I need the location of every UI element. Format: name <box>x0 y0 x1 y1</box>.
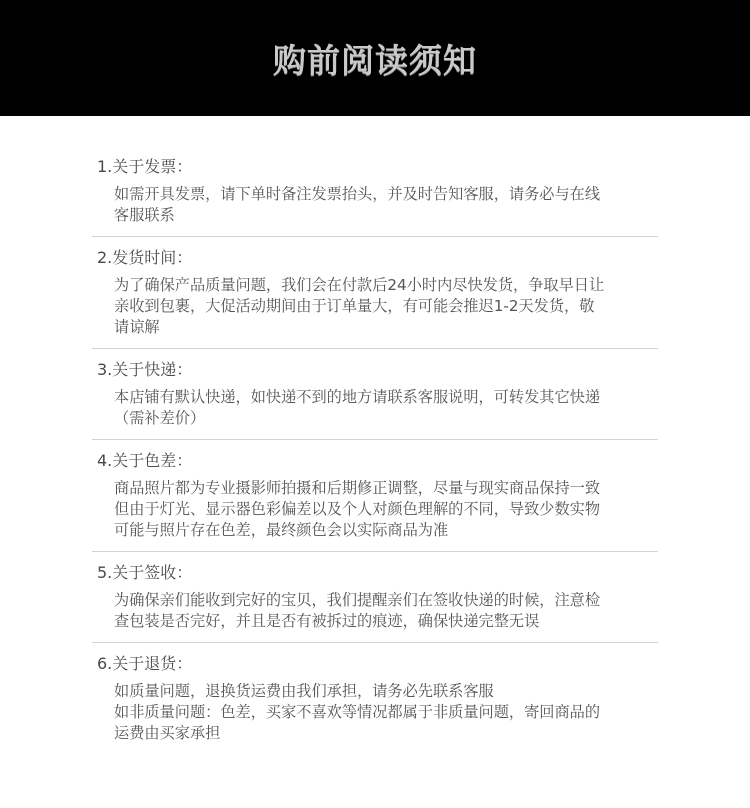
page-title: 购前阅读须知 <box>273 40 477 80</box>
section-body <box>114 681 658 744</box>
section-title: 5.关于签收： <box>97 563 193 582</box>
section-line: 如质量问题，退换货运费由我们承担，请务必先联系客服 <box>114 682 494 700</box>
section-line: 亲收到包裹，大促活动期间由于订单量大，有可能会推迟1-2天发货，敬 <box>114 297 595 315</box>
section-line: 请谅解 <box>114 318 160 336</box>
section-body <box>114 590 658 632</box>
section-line: 商品照片都为专业摄影师拍摄和后期修正调整，尽量与现实商品保持一致 <box>114 479 600 497</box>
section-returns <box>92 653 658 754</box>
section-courier <box>92 359 658 440</box>
section-line: 如需开具发票，请下单时备注发票抬头，并及时告知客服，请务必与在线 <box>114 185 600 203</box>
section-title: 1.关于发票： <box>97 157 193 176</box>
section-line: （需补差价） <box>114 409 206 427</box>
section-body <box>114 275 658 338</box>
section-color-difference <box>92 450 658 552</box>
section-line: 可能与照片存在色差，最终颜色会以实际商品为准 <box>114 521 449 539</box>
section-signing <box>92 562 658 643</box>
section-line: 如非质量问题：色差，买家不喜欢等情况都属于非质量问题，寄回商品的 <box>114 703 600 721</box>
section-line: 但由于灯光、显示器色彩偏差以及个人对颜色理解的不同，导致少数实物 <box>114 500 600 518</box>
section-line: 运费由买家承担 <box>114 724 221 742</box>
page-header <box>0 0 750 116</box>
section-title: 3.关于快递： <box>97 360 193 379</box>
section-line: 客服联系 <box>114 206 175 224</box>
section-shipping-time <box>92 247 658 349</box>
section-line: 查包装是否完好，并且是否有被拆过的痕迹，确保快递完整无误 <box>114 612 540 630</box>
section-line: 本店铺有默认快递，如快递不到的地方请联系客服说明，可转发其它快递 <box>114 388 600 406</box>
section-title: 2.发货时间： <box>97 248 193 267</box>
section-body <box>114 184 658 226</box>
notice-content <box>0 116 750 754</box>
section-line: 为了确保产品质量问题，我们会在付款后24小时内尽快发货，争取早日让 <box>114 276 605 294</box>
section-invoice <box>92 156 658 237</box>
section-title: 4.关于色差： <box>97 451 193 470</box>
section-body <box>114 478 658 541</box>
section-line: 为确保亲们能收到完好的宝贝，我们提醒亲们在签收快递的时候，注意检 <box>114 591 600 609</box>
section-title: 6.关于退货： <box>97 654 193 673</box>
section-body <box>114 387 658 429</box>
